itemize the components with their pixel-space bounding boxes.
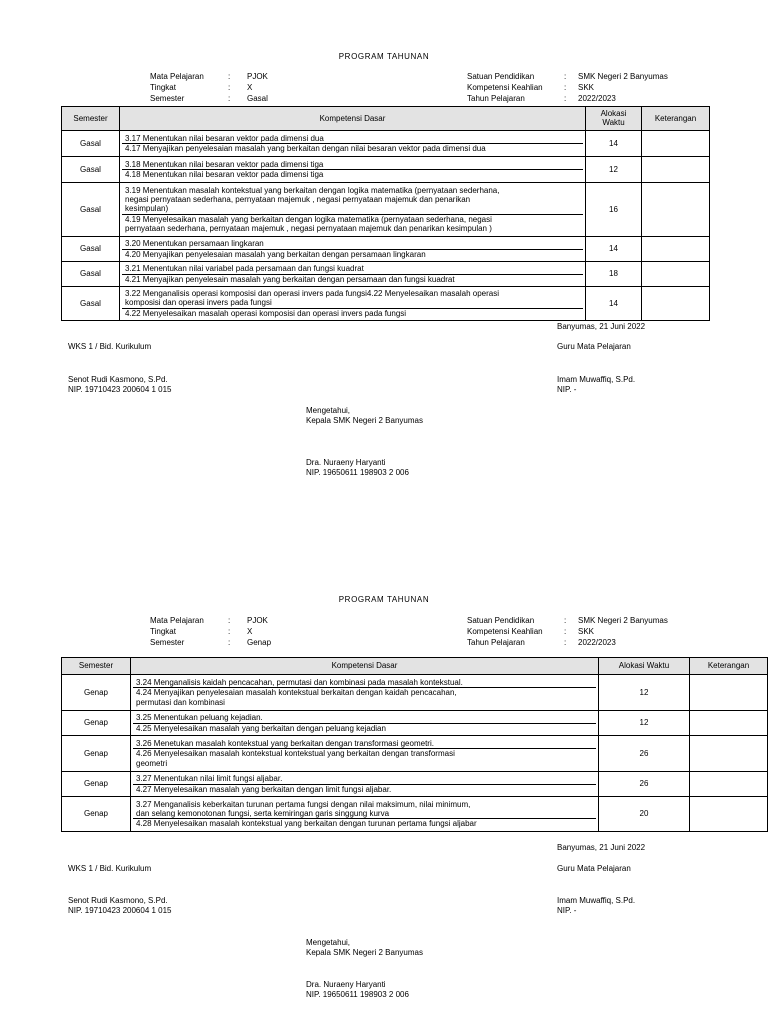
kd-item: 4.21 Menyajikan penyelesain masalah yang berkaitan dengan persamaan dan fungsi kuadrat — [125, 274, 455, 284]
kd-item: 4.27 Menyelesaikan masalah yang berkaitan dengan limit fungsi aljabar. — [136, 784, 392, 794]
header-semester: Semester — [62, 107, 120, 131]
header-semester: Semester — [62, 658, 131, 675]
right-role: Guru Mata Pelajaran — [557, 864, 631, 873]
info-key: Kompetensi Keahlian — [467, 627, 543, 636]
kd-item: 3.20 Menentukan persamaan lingkaran — [122, 239, 583, 249]
table-row — [62, 797, 768, 832]
alokasi-cell: 16 — [586, 183, 642, 237]
table-row — [62, 772, 768, 797]
info-value: SKK — [578, 83, 595, 92]
alokasi-cell: 14 — [586, 237, 642, 262]
info-value: PJOK — [247, 616, 268, 625]
table-row — [62, 237, 710, 262]
left-name: Senot Rudi Kasmono, S.Pd. — [68, 375, 168, 384]
left-nip: NIP. 19710423 200604 1 015 — [68, 385, 172, 394]
approval-name: Dra. Nuraeny Haryanti — [306, 980, 386, 989]
keterangan-cell — [642, 237, 710, 262]
approval-label: Mengetahui, — [306, 406, 351, 415]
kd-item: 4.19 Menyelesaikan masalah yang berkaitan dengan logika matematika (pernyataan sederhana, negasi pernyataan sederhana, pernyataan majemuk , negasi pernyataan majemuk dan penarikan kesimpulan ) — [125, 214, 492, 233]
semester-cell: Genap — [62, 711, 131, 736]
kd-item: 3.27 Menganalisis keberkaitan turunan pertama fungsi dengan nilai maksimum, nilai minimum, dan selang kemonotonan fungsi, serta kemiringan garis singgung kurva — [133, 800, 596, 819]
keterangan-cell — [690, 772, 768, 797]
alokasi-cell: 18 — [586, 262, 642, 287]
kd-item: 4.28 Menyelesaikan masalah kontekstual yang berkaitan dengan turunan pertama fungsi aljabar — [136, 819, 477, 829]
info-key: Semester — [150, 94, 185, 103]
left-nip: NIP. 19710423 200604 1 015 — [68, 906, 172, 915]
keterangan-cell — [690, 711, 768, 736]
semester-cell: Genap — [62, 675, 131, 711]
header-kompetensi-dasar: Kompetensi Dasar — [120, 107, 586, 131]
info-key: Satuan Pendidikan — [467, 616, 535, 625]
keterangan-cell — [642, 287, 710, 321]
table-row — [62, 287, 710, 321]
semester-cell: Genap — [62, 736, 131, 772]
header-keterangan: Keterangan — [690, 658, 768, 675]
right-name: Imam Muwaffiq, S.Pd. — [557, 896, 636, 905]
keterangan-cell — [690, 797, 768, 832]
info-key: Tingkat — [150, 627, 176, 636]
semester-cell: Genap — [62, 772, 131, 797]
keterangan-cell — [642, 131, 710, 157]
semester-cell: Gasal — [62, 287, 120, 321]
info-key: Tingkat — [150, 83, 176, 92]
approval-role: Kepala SMK Negeri 2 Banyumas — [306, 948, 423, 957]
info-value: SMK Negeri 2 Banyumas — [578, 616, 668, 625]
kd-item: 4.26 Menyelesaikan masalah kontekstual kontekstual yang berkaitan dengan transformasi geometri — [136, 749, 455, 768]
header-alokasi-waktu: Alokasi Waktu — [599, 658, 690, 675]
kd-item: 4.22 Menyelesaikan masalah operasi komposisi dan operasi invers pada fungsi — [125, 308, 407, 318]
kd-item: 3.18 Menentukan nilai besaran vektor pada dimensi tiga — [122, 160, 583, 170]
table-row — [62, 183, 710, 237]
alokasi-cell: 20 — [599, 797, 690, 832]
left-role: WKS 1 / Bid. Kurikulum — [68, 342, 152, 351]
right-name: Imam Muwaffiq, S.Pd. — [557, 375, 636, 384]
info-key: Mata Pelajaran — [150, 616, 204, 625]
kd-item: 4.24 Menyajikan penyelesaian masalah kontekstual berkaitan dengan kaidah pencacahan, permutasi dan kombinasi — [136, 688, 457, 707]
keterangan-cell — [642, 262, 710, 287]
kd-item: 3.17 Menentukan nilai besaran vektor pada dimensi dua — [122, 134, 583, 144]
right-role: Guru Mata Pelajaran — [557, 342, 631, 351]
semester-cell: Gasal — [62, 157, 120, 183]
kd-item: 4.17 Menyajikan penyelesaian masalah yang berkaitan dengan nilai besaran vektor pada dimensi dua — [125, 144, 486, 153]
alokasi-cell: 26 — [599, 772, 690, 797]
alokasi-cell: 12 — [599, 711, 690, 736]
approval-nip: NIP. 19650611 198903 2 006 — [306, 468, 409, 477]
header-alokasi-waktu: Alokasi Waktu — [586, 107, 642, 131]
alokasi-cell: 14 — [586, 131, 642, 157]
kompetensi-table — [61, 106, 710, 321]
semester-cell: Gasal — [62, 131, 120, 157]
alokasi-cell: 12 — [599, 675, 690, 711]
info-value: Genap — [247, 638, 272, 647]
table-row — [62, 711, 768, 736]
info-value: X — [247, 627, 253, 636]
approval-name: Dra. Nuraeny Haryanti — [306, 458, 386, 467]
semester-cell: Genap — [62, 797, 131, 832]
kd-item: 4.20 Menyajikan penyelesaian masalah yang berkaitan dengan persamaan lingkaran — [125, 249, 426, 259]
info-block: Mata Pelajaran : PJOK Satuan Pendidikan : SMK Negeri 2 Banyumas Tingkat : X Kompetensi Keahlian : SKK Semester : Genap Tahun Pelajaran : 2022/2023 — [150, 616, 668, 647]
info-key: Mata Pelajaran — [150, 72, 204, 81]
document-title: PROGRAM TAHUNAN — [338, 595, 430, 604]
right-nip: NIP. - — [557, 906, 577, 915]
semester-cell: Gasal — [62, 183, 120, 237]
table-row — [62, 157, 710, 183]
left-name: Senot Rudi Kasmono, S.Pd. — [68, 896, 168, 905]
alokasi-cell: 14 — [586, 287, 642, 321]
kd-item: 4.18 Menentukan nilai besaran vektor pada dimensi tiga — [125, 170, 324, 179]
kd-item: 3.22 Menganalisis operasi komposisi dan operasi invers pada fungsi4.22 Menyelesaikan masalah operasi komposisi dan operasi invers pada fungsi — [122, 289, 583, 308]
info-block: Mata Pelajaran : PJOK Satuan Pendidikan : SMK Negeri 2 Banyumas Tingkat : X Kompetensi Keahlian : SKK Semester : Gasal Tahun Pelajaran : 2022/2023 — [150, 72, 668, 103]
info-value: 2022/2023 — [578, 638, 616, 647]
info-value: Gasal — [247, 94, 268, 103]
kd-item: 3.21 Menentukan nilai variabel pada persamaan dan fungsi kuadrat — [122, 264, 583, 274]
info-key: Tahun Pelajaran — [467, 638, 525, 647]
info-key: Satuan Pendidikan — [467, 72, 535, 81]
header-keterangan: Keterangan — [642, 107, 710, 131]
kd-item: 3.19 Menentukan masalah kontekstual yang berkaitan dengan logika matematika (pernyataan sederhana, negasi pernyataan sederhana, pernyataan majemuk , negasi pernyataan majemuk dan penarikan kesimpulan) — [122, 186, 583, 214]
alokasi-cell: 26 — [599, 736, 690, 772]
info-value: PJOK — [247, 72, 268, 81]
table-row — [62, 262, 710, 287]
keterangan-cell — [690, 675, 768, 711]
table-row — [62, 736, 768, 772]
table-row — [62, 131, 710, 157]
kd-item: 3.24 Menganalisis kaidah pencacahan, permutasi dan kombinasi pada masalah kontekstual. — [133, 678, 596, 688]
alokasi-cell: 12 — [586, 157, 642, 183]
semester-cell: Gasal — [62, 262, 120, 287]
approval-nip: NIP. 19650611 198903 2 006 — [306, 990, 409, 999]
kd-item: 4.25 Menyelesaikan masalah yang berkaitan dengan peluang kejadian — [136, 723, 386, 733]
semester-cell: Gasal — [62, 237, 120, 262]
kd-item: 3.27 Menentukan nilai limit fungsi aljabar. — [133, 774, 596, 784]
place-date: Banyumas, 21 Juni 2022 — [557, 843, 646, 852]
approval-role: Kepala SMK Negeri 2 Banyumas — [306, 416, 423, 425]
info-key: Tahun Pelajaran — [467, 94, 525, 103]
right-nip: NIP. - — [557, 385, 577, 394]
info-value: SKK — [578, 627, 595, 636]
kd-item: 3.26 Menetukan masalah kontekstual yang berkaitan dengan transformasi geometri. — [133, 739, 596, 749]
keterangan-cell — [642, 157, 710, 183]
info-value: 2022/2023 — [578, 94, 616, 103]
info-value: SMK Negeri 2 Banyumas — [578, 72, 668, 81]
kompetensi-table — [61, 657, 768, 832]
header-kompetensi-dasar: Kompetensi Dasar — [131, 658, 599, 675]
place-date: Banyumas, 21 Juni 2022 — [557, 322, 646, 331]
left-role: WKS 1 / Bid. Kurikulum — [68, 864, 152, 873]
table-row — [62, 675, 768, 711]
keterangan-cell — [642, 183, 710, 237]
info-key: Semester — [150, 638, 185, 647]
keterangan-cell — [690, 736, 768, 772]
info-value: X — [247, 83, 253, 92]
kd-item: 3.25 Menentukan peluang kejadian. — [133, 713, 596, 723]
approval-label: Mengetahui, — [306, 938, 351, 947]
program-tahunan-genap — [0, 520, 768, 1024]
document-title: PROGRAM TAHUNAN — [338, 52, 430, 61]
info-key: Kompetensi Keahlian — [467, 83, 543, 92]
